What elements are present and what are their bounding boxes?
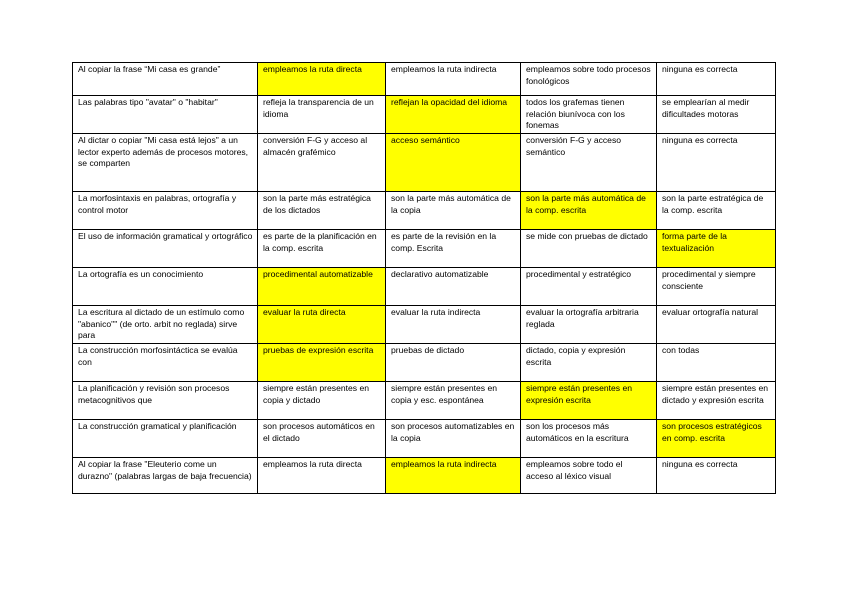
question-cell: La escritura al dictado de un estímulo como "abanico"" (de orto. arbit no reglada) sirve para xyxy=(73,306,258,344)
option-text: dictado, copia y expresión escrita xyxy=(526,345,626,367)
option-cell xyxy=(657,268,776,306)
option-cell-correct xyxy=(258,268,386,306)
option-cell-correct xyxy=(386,458,521,494)
option-cell xyxy=(521,268,657,306)
option-cell xyxy=(657,134,776,192)
option-cell xyxy=(386,192,521,230)
option-cell xyxy=(657,306,776,344)
option-cell xyxy=(386,268,521,306)
option-cell xyxy=(521,230,657,268)
option-cell xyxy=(386,306,521,344)
question-row xyxy=(73,458,776,494)
option-text: ninguna es correcta xyxy=(662,459,738,469)
option-text: empleamos la ruta indirecta xyxy=(391,64,497,74)
option-text: son los procesos más automáticos en la escritura xyxy=(526,421,629,443)
option-cell-correct xyxy=(657,420,776,458)
quiz-table-body xyxy=(73,63,776,494)
option-text: refleja la transparencia de un idioma xyxy=(263,97,374,119)
question-row xyxy=(73,96,776,134)
option-cell xyxy=(521,344,657,382)
option-text: declarativo automatizable xyxy=(391,269,489,279)
option-text: son procesos automatizables en la copia xyxy=(391,421,515,443)
question-row xyxy=(73,382,776,420)
question-cell: El uso de información gramatical y ortográfico xyxy=(73,230,258,268)
question-row xyxy=(73,420,776,458)
option-cell-correct xyxy=(258,63,386,96)
option-cell-correct xyxy=(386,134,521,192)
option-text: siempre están presentes en copia y esc. espontánea xyxy=(391,383,498,405)
option-cell xyxy=(258,230,386,268)
option-text: siempre están presentes en copia y dictado xyxy=(263,383,370,405)
question-cell: La ortografía es un conocimiento xyxy=(73,268,258,306)
question-row xyxy=(73,344,776,382)
option-text: acceso semántico xyxy=(391,135,460,145)
question-row xyxy=(73,134,776,192)
question-row xyxy=(73,268,776,306)
option-text: es parte de la revisión en la comp. Escrita xyxy=(391,231,497,253)
option-cell-correct xyxy=(521,382,657,420)
option-text: son la parte más estratégica de los dictados xyxy=(263,193,371,215)
option-text: son la parte más automática de la comp. escrita xyxy=(526,193,646,215)
option-text: pruebas de expresión escrita xyxy=(263,345,374,355)
option-cell xyxy=(521,96,657,134)
option-text: pruebas de dictado xyxy=(391,345,465,355)
option-cell xyxy=(386,344,521,382)
question-cell: Al dictar o copiar "Mi casa está lejos" a un lector experto además de procesos motores, se comparten xyxy=(73,134,258,192)
option-text: siempre están presentes en dictado y expresión escrita xyxy=(662,383,769,405)
question-cell: Las palabras tipo "avatar" o "habitar" xyxy=(73,96,258,134)
question-row xyxy=(73,306,776,344)
question-cell: La morfosintaxis en palabras, ortografía y control motor xyxy=(73,192,258,230)
option-text: ninguna es correcta xyxy=(662,64,738,74)
question-row xyxy=(73,192,776,230)
option-cell xyxy=(657,382,776,420)
option-cell-correct xyxy=(657,230,776,268)
option-text: procedimental y siempre consciente xyxy=(662,269,756,291)
option-text: se mide con pruebas de dictado xyxy=(526,231,648,241)
option-cell xyxy=(386,382,521,420)
quiz-table xyxy=(72,62,776,494)
option-cell xyxy=(657,63,776,96)
question-cell: La construcción morfosintáctica se evalúa con xyxy=(73,344,258,382)
option-text: evaluar la ruta directa xyxy=(263,307,346,317)
question-cell: Al copiar la frase “Mi casa es grande” xyxy=(73,63,258,96)
option-text: evaluar la ruta indirecta xyxy=(391,307,481,317)
option-cell xyxy=(657,96,776,134)
question-row xyxy=(73,230,776,268)
option-text: reflejan la opacidad del idioma xyxy=(391,97,508,107)
option-cell xyxy=(521,63,657,96)
option-text: siempre están presentes en expresión escrita xyxy=(526,383,633,405)
option-cell xyxy=(657,458,776,494)
option-text: evaluar la ortografía arbitraria reglada xyxy=(526,307,639,329)
question-row xyxy=(73,63,776,96)
option-text: son la parte más automática de la copia xyxy=(391,193,511,215)
option-cell xyxy=(521,458,657,494)
option-cell xyxy=(258,420,386,458)
option-text: son la parte estratégica de la comp. escrita xyxy=(662,193,764,215)
option-cell xyxy=(521,420,657,458)
option-text: es parte de la planificación en la comp. escrita xyxy=(263,231,377,253)
question-cell: La planificación y revisión son procesos metacognitivos que xyxy=(73,382,258,420)
option-cell xyxy=(386,420,521,458)
option-cell xyxy=(657,344,776,382)
option-cell xyxy=(258,96,386,134)
option-cell xyxy=(258,192,386,230)
option-text: conversión F-G y acceso semántico xyxy=(526,135,622,157)
option-text: conversión F-G y acceso al almacén grafémico xyxy=(263,135,368,157)
option-cell xyxy=(521,306,657,344)
option-text: forma parte de la textualización xyxy=(662,231,727,253)
option-text: evaluar ortografía natural xyxy=(662,307,759,317)
question-cell: La construcción gramatical y planificación xyxy=(73,420,258,458)
option-text: procedimental automatizable xyxy=(263,269,373,279)
option-cell-correct xyxy=(521,192,657,230)
option-cell xyxy=(258,382,386,420)
option-cell xyxy=(386,63,521,96)
option-cell xyxy=(258,134,386,192)
option-cell-correct xyxy=(258,344,386,382)
option-cell-correct xyxy=(258,306,386,344)
option-text: empleamos la ruta directa xyxy=(263,459,362,469)
option-text: empleamos sobre todo el acceso al léxico visual xyxy=(526,459,623,481)
option-text: procedimental y estratégico xyxy=(526,269,632,279)
option-text: todos los grafemas tienen relación biunívoca con los fonemas xyxy=(526,97,625,130)
option-cell xyxy=(386,230,521,268)
option-cell xyxy=(657,192,776,230)
option-text: son procesos estratégicos en comp. escrita xyxy=(662,421,762,443)
option-text: se emplearían al medir dificultades motoras xyxy=(662,97,750,119)
option-text: empleamos la ruta indirecta xyxy=(391,459,497,469)
option-cell xyxy=(521,134,657,192)
option-text: son procesos automáticos en el dictado xyxy=(263,421,375,443)
option-text: empleamos la ruta directa xyxy=(263,64,362,74)
option-cell-correct xyxy=(386,96,521,134)
option-text: con todas xyxy=(662,345,700,355)
option-cell xyxy=(258,458,386,494)
option-text: empleamos sobre todo procesos fonológicos xyxy=(526,64,651,86)
question-cell: Al copiar la frase "Eleuterio come un durazno" (palabras largas de baja frecuencia) xyxy=(73,458,258,494)
option-text: ninguna es correcta xyxy=(662,135,738,145)
